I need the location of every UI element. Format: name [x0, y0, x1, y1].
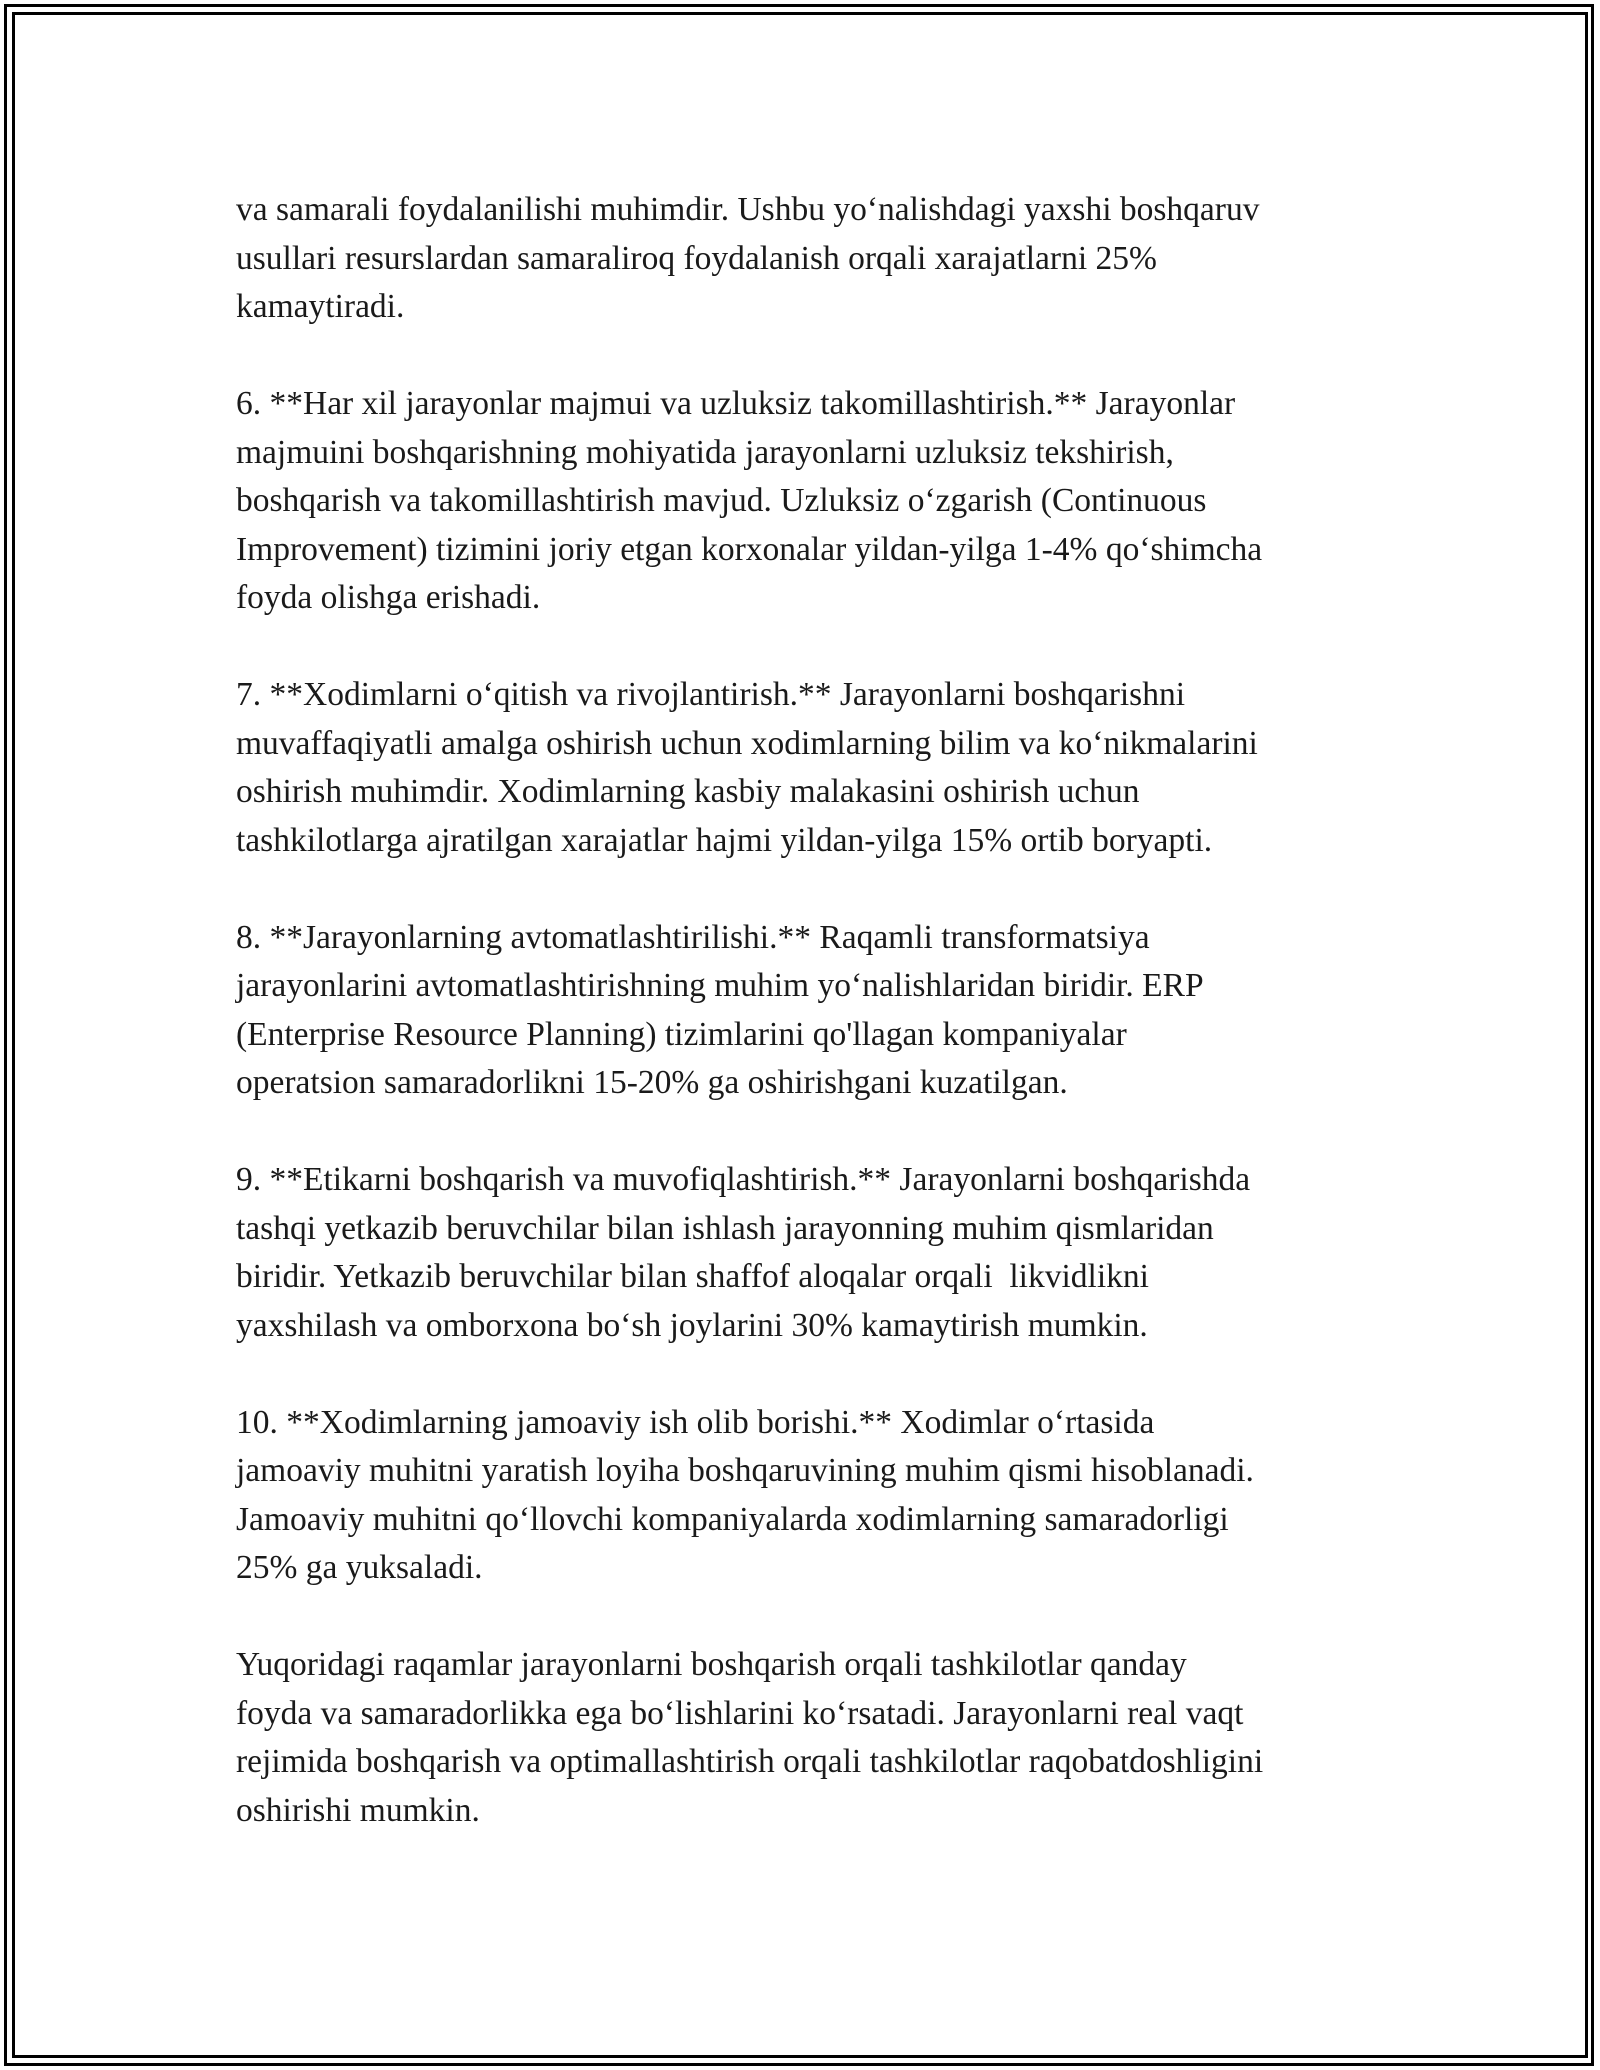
text-line: 7. **Xodimlarni o‘qitish va rivojlantirish.** Jarayonlarni boshqarishni: [236, 676, 1186, 713]
text-line: 25% ga yuksaladi.: [236, 1549, 483, 1586]
text-line: Jamoaviy muhitni qo‘llovchi kompaniyalarda xodimlarning samaradorligi: [236, 1500, 1229, 1538]
text-line: oshirish muhimdir. Xodimlarning kasbiy malakasini oshirish uchun: [236, 773, 1140, 810]
text-line: 8. **Jarayonlarning avtomatlashtirilishi.** Raqamli transformatsiya: [236, 918, 1150, 956]
text-line: 10. **Xodimlarning jamoaviy ish olib borishi.** Xodimlar o‘rtasida: [236, 1403, 1155, 1441]
paragraph-item-7: [236, 671, 1376, 865]
text-line: 6. **Har xil jarayonlar majmui va uzluksiz takomillashtirish.** Jarayonlar: [236, 385, 1236, 422]
text-line: kamaytiradi.: [236, 288, 405, 325]
text-line: foyda va samaradorlikka ega bo‘lishlarini ko‘rsatadi. Jarayonlarni real vaqt: [236, 1694, 1244, 1732]
text-line: va samarali foydalanilishi muhimdir. Ushbu yo‘nalishdagi yaxshi boshqaruv: [236, 191, 1260, 228]
paragraph-intro-continuation: [236, 186, 1376, 332]
text-line: jamoaviy muhitni yaratish loyiha boshqaruvining muhim qismi hisoblanadi.: [236, 1452, 1254, 1489]
paragraph-item-10: [236, 1399, 1376, 1593]
text-line: oshirishi mumkin.: [236, 1791, 480, 1829]
text-line: tashqi yetkazib beruvchilar bilan ishlash jarayonning muhim qismlaridan: [236, 1209, 1214, 1247]
text-line: rejimida boshqarish va optimallashtirish orqali tashkilotlar raqobatdoshligini: [236, 1743, 1264, 1780]
paragraph-item-9: [236, 1156, 1376, 1350]
text-line: jarayonlarini avtomatlashtirishning muhim yo‘nalishlaridan biridir. ERP: [236, 967, 1204, 1004]
text-line: Improvement) tizimini joriy etgan korxonalar yildan-yilga 1-4% qo‘shimcha: [236, 530, 1263, 568]
text-line: tashkilotlarga ajratilgan xarajatlar hajmi yildan-yilga 15% ortib boryapti.: [236, 821, 1213, 859]
text-line: usullari resurslardan samaraliroq foydalanish orqali xarajatlarni 25%: [236, 239, 1157, 277]
document-body: [236, 186, 1376, 1884]
text-line: foyda olishga erishadi.: [236, 579, 541, 616]
text-line: biridir. Yetkazib beruvchilar bilan shaffof aloqalar orqali likvidlikni: [236, 1258, 1149, 1295]
text-line: muvaffaqiyatli amalga oshirish uchun xodimlarning bilim va ko‘nikmalarini: [236, 724, 1258, 762]
text-line: operatsion samaradorlikni 15-20% ga oshirishgani kuzatilgan.: [236, 1064, 1068, 1101]
text-line: boshqarish va takomillashtirish mavjud. Uzluksiz o‘zgarish (Continuous: [236, 482, 1207, 519]
paragraph-item-8: [236, 914, 1376, 1108]
paragraph-conclusion: [236, 1641, 1376, 1835]
text-line: majmuini boshqarishning mohiyatida jarayonlarni uzluksiz tekshirish,: [236, 433, 1174, 471]
paragraph-item-6: [236, 380, 1376, 623]
text-line: (Enterprise Resource Planning) tizimlarini qo'llagan kompaniyalar: [236, 1015, 1127, 1053]
text-line: yaxshilash va omborxona bo‘sh joylarini 30% kamaytirish mumkin.: [236, 1306, 1148, 1344]
text-line: 9. **Etikarni boshqarish va muvofiqlashtirish.** Jarayonlarni boshqarishda: [236, 1161, 1251, 1198]
text-line: Yuqoridagi raqamlar jarayonlarni boshqarish orqali tashkilotlar qanday: [236, 1646, 1187, 1683]
